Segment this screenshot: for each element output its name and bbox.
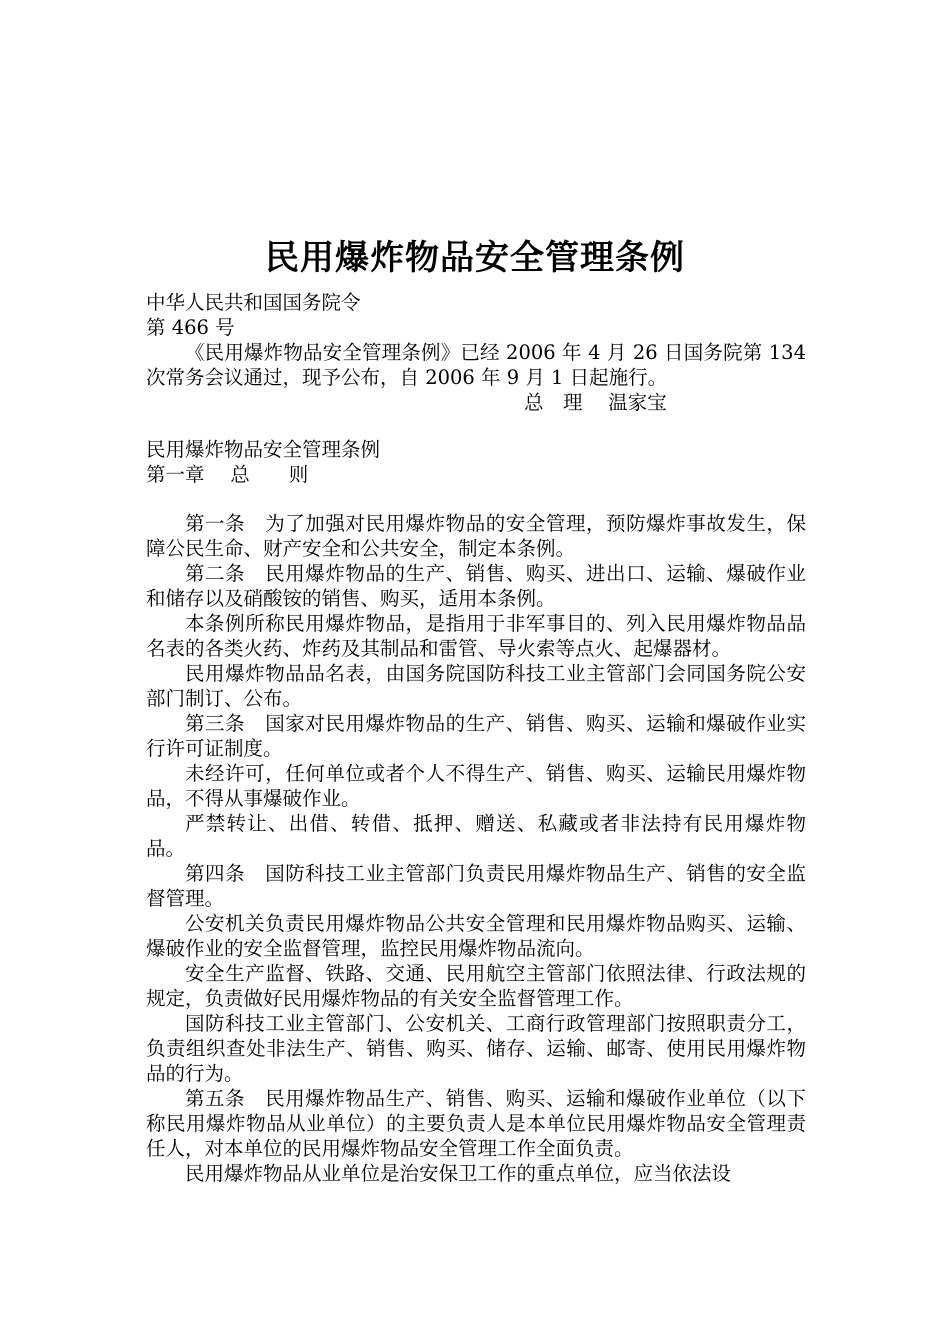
order-number: 第 466 号 bbox=[146, 316, 235, 339]
regulation-title: 民用爆炸物品安全管理条例 bbox=[146, 438, 381, 461]
article-paragraph: 第一条 为了加强对民用爆炸物品的安全管理，预防爆炸事故发生，保障公民生命、财产安全和公共安全，制定本条例。 bbox=[146, 512, 806, 560]
chapter-heading: 第一章 总 则 bbox=[146, 463, 309, 486]
article-paragraph: 第四条 国防科技工业主管部门负责民用爆炸物品生产、销售的安全监督管理。 bbox=[146, 862, 806, 910]
article-paragraph: 公安机关负责民用爆炸物品公共安全管理和民用爆炸物品购买、运输、爆破作业的安全监督管理，监控民用爆炸物品流向。 bbox=[146, 912, 806, 960]
article-paragraph: 民用爆炸物品品名表，由国务院国防科技工业主管部门会同国务院公安部门制订、公布。 bbox=[146, 662, 806, 710]
document-title: 民用爆炸物品安全管理条例 bbox=[265, 237, 685, 278]
article-paragraph: 安全生产监督、铁路、交通、民用航空主管部门依照法律、行政法规的规定，负责做好民用爆炸物品的有关安全监督管理工作。 bbox=[146, 962, 806, 1010]
article-paragraph: 第二条 民用爆炸物品的生产、销售、购买、进出口、运输、爆破作业和储存以及硝酸铵的销售、购买，适用本条例。 bbox=[146, 562, 806, 610]
issuer-line: 中华人民共和国国务院令 bbox=[146, 291, 361, 314]
article-paragraph: 未经许可，任何单位或者个人不得生产、销售、购买、运输民用爆炸物品，不得从事爆破作业。 bbox=[146, 762, 806, 810]
spacer bbox=[146, 487, 806, 511]
announcement-paragraph: 《民用爆炸物品安全管理条例》已经 2006 年 4 月 26 日国务院第 134 次常务会议通过，现予公布，自 2006 年 9 月 1 日起施行。 bbox=[146, 341, 806, 389]
article-paragraph: 严禁转让、出借、转借、抵押、赠送、私藏或者非法持有民用爆炸物品。 bbox=[146, 812, 806, 860]
signature-line: 总 理 温家宝 bbox=[524, 391, 667, 414]
spacer bbox=[146, 415, 806, 437]
article-paragraph: 国防科技工业主管部门、公安机关、工商行政管理部门按照职责分工，负责组织查处非法生产、销售、购买、储存、运输、邮寄、使用民用爆炸物品的行为。 bbox=[146, 1012, 806, 1085]
article-paragraph: 民用爆炸物品从业单位是治安保卫工作的重点单位，应当依法设 bbox=[185, 1162, 732, 1185]
document-body bbox=[146, 290, 806, 1186]
article-paragraph: 本条例所称民用爆炸物品，是指用于非军事目的、列入民用爆炸物品品名表的各类火药、炸药及其制品和雷管、导火索等点火、起爆器材。 bbox=[146, 612, 806, 660]
article-paragraph: 第三条 国家对民用爆炸物品的生产、销售、购买、运输和爆破作业实行许可证制度。 bbox=[146, 712, 806, 760]
article-paragraph: 第五条 民用爆炸物品生产、销售、购买、运输和爆破作业单位（以下称民用爆炸物品从业单位）的主要负责人是本单位民用爆炸物品安全管理责任人，对本单位的民用爆炸物品安全管理工作全面负责。 bbox=[146, 1087, 806, 1160]
